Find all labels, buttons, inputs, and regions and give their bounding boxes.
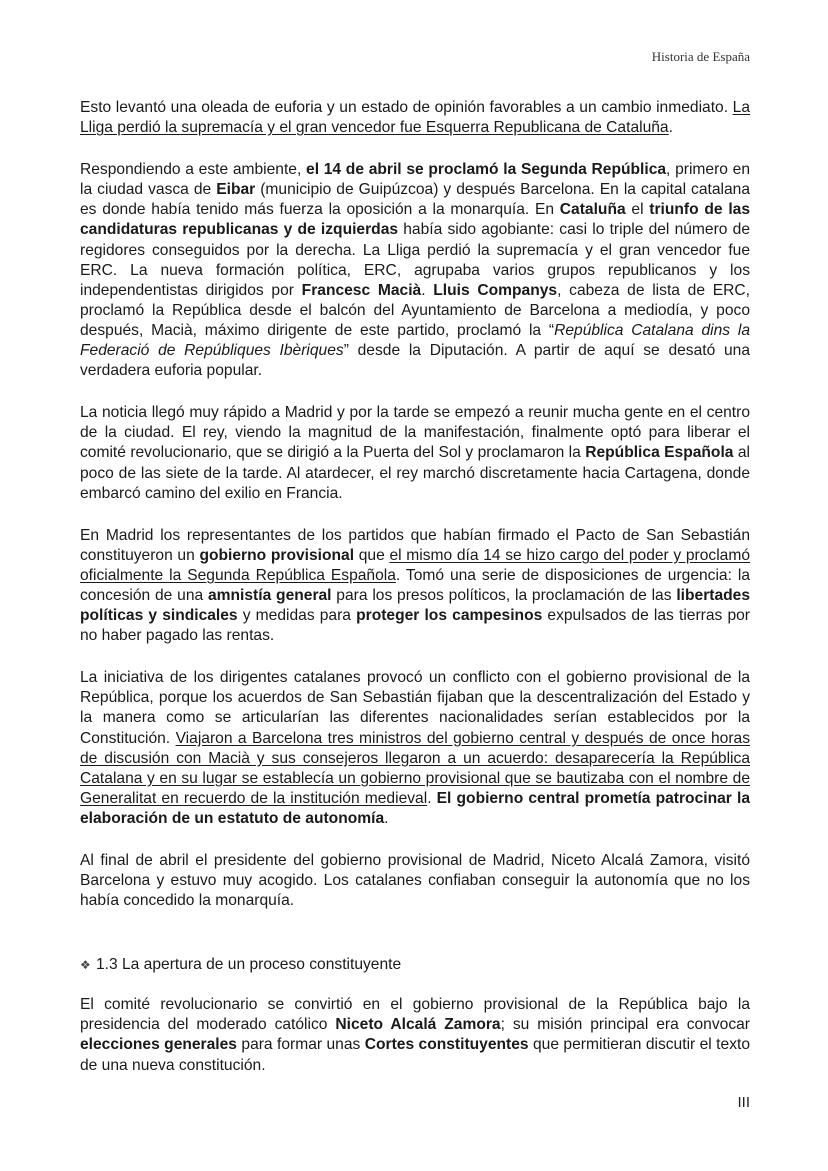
paragraph-proclamacion [80,160,750,381]
text: Esto levantó una oleada de euforia y un estado de opinión favorables a un cambio inmediato. [80,99,733,116]
paragraph-conflicto-catalan [80,668,750,829]
bold-text: Eibar [216,181,256,199]
text: . [384,809,389,827]
paragraph-comite-revolucionario [80,995,750,1075]
bold-text: Niceto Alcalá Zamora [335,1016,501,1034]
running-header: Historia de España [651,49,750,64]
text: . [668,119,673,137]
paragraph-visita-alcala-zamora [80,851,750,911]
text: para formar unas [236,1036,365,1054]
bold-text: Lluis Companys [433,281,558,299]
paragraph-madrid-noticia [80,403,750,503]
text: había sido agobiante: casi lo triple del número de regidores conseguidos por la derecha. La Lliga perdió la supremacía y el gran vencedor fue ERC. La nueva formación política, ERC, agrupaba varios grupos republicanos y los independentistas dirigidos por [80,221,750,299]
page-number: III [737,1094,750,1111]
text: ” desde la Diputación. A partir de aquí se desató una verdadera euforia popular. [80,342,751,380]
bold-text: Cortes constituyentes [364,1036,529,1054]
text: , primero en la ciudad vasca de [80,161,750,199]
text: , cabeza de lista de ERC, proclamó la República desde el balcón del Ayuntamiento de Barcelona a mediodía, y poco después, Macià, máximo dirigente de este partido, proclamó la “ [80,281,750,339]
text: Al final de abril el presidente del gobierno provisional de Madrid, Niceto Alcalá Zamora, visitó Barcelona y estuvo muy acogido. Los catalanes confiaban conseguir la autonomía que no los había concedido la monarquía. [80,852,750,910]
diamond-bullet-icon: ❖ [80,958,91,973]
text: el [625,201,650,219]
text: (municipio de Guipúzcoa) y después Barcelona. En la capital catalana es donde había tenido más fuerza la oposición a la monarquía. En [80,181,751,219]
bold-text: elecciones generales [80,1036,237,1054]
paragraph-gobierno-provisional [80,526,750,647]
text: La noticia llegó muy rápido a Madrid y por la tarde se empezó a reunir mucha gente en el centro de la ciudad. El rey, viendo la magnitud de la manifestación, finalmente optó para liberar el comité revolucionario, que se dirigió a la Puerta del Sol y proclamaron la [80,404,750,462]
text: . Tomó una serie de disposiciones de urgencia: la concesión de una [80,566,750,604]
text: que [354,546,390,564]
bold-text: proteger los campesinos [356,607,543,625]
text: La iniciativa de los dirigentes catalanes provocó un conflicto con el gobierno provisional de la República, porque los acuerdos de San Sebastián fijaban que la descentralización del Estado y la manera como se articularían las diferentes nacionalidades serían establecidos por la Constitución. [80,669,750,747]
bold-text: libertades políticas y sindicales [80,586,750,625]
text: y medidas para [237,607,357,625]
text: . [421,281,434,299]
underlined-text: Viajaron a Barcelona tres ministros del gobierno central y después de once horas de discusión con Macià y sus consejeros llegaron a un acuerdo: desaparecería la República Catalana y en su lugar se establecía un gobierno provisional que se bautizaba con el nombre de Generalitat en recuerdo de la institución medieval [80,729,750,807]
text: ; su misión principal era convocar [500,1016,750,1034]
document-body [80,98,750,1098]
text: El comité revolucionario se convirtió en el gobierno provisional de la República bajo la presidencia del moderado católico [80,996,750,1034]
bold-text: el 14 de abril se proclamó la Segunda República [306,161,667,179]
bold-text: Francesc Macià [301,281,422,299]
text: que permitieran discutir el texto de una nueva constitución. [80,1036,750,1074]
text: para los presos políticos, la proclamación de las [331,586,677,604]
bold-text: amnistía general [207,586,332,604]
section-heading [80,955,750,975]
bold-text: Cataluña [559,201,626,219]
underlined-text: La Lliga perdió la supremacía y el gran vencedor fue Esquerra Republicana de Cataluña [80,99,750,137]
bold-text: gobierno provisional [199,546,355,564]
text: . [427,789,437,807]
underlined-text: el mismo día 14 se hizo cargo del poder y proclamó oficialmente la Segunda República Española [80,546,751,584]
italic-text: República Catalana dins la Federació de Repúbliques Ibèriques [80,321,750,360]
text: expulsados de las tierras por no haber pagado las rentas. [80,607,750,645]
paragraph-euforia [80,98,750,138]
bold-text: República Española [585,444,734,462]
text: En Madrid los representantes de los partidos que habían firmado el Pacto de San Sebastián constituyeron un [80,526,750,564]
bold-text: triunfo de las candidaturas republicanas y de izquierdas [80,201,750,239]
section-title: 1.3 La apertura de un proceso constituyente [96,956,402,974]
text: al poco de las siete de la tarde. Al atardecer, el rey marchó discretamente hacia Cartagena, donde embarcó camino del exilio en Francia. [80,444,750,502]
bold-text: El gobierno central prometía patrocinar la elaboración de un estatuto de autonomía [80,789,750,827]
text: Respondiendo a este ambiente, [80,161,307,179]
